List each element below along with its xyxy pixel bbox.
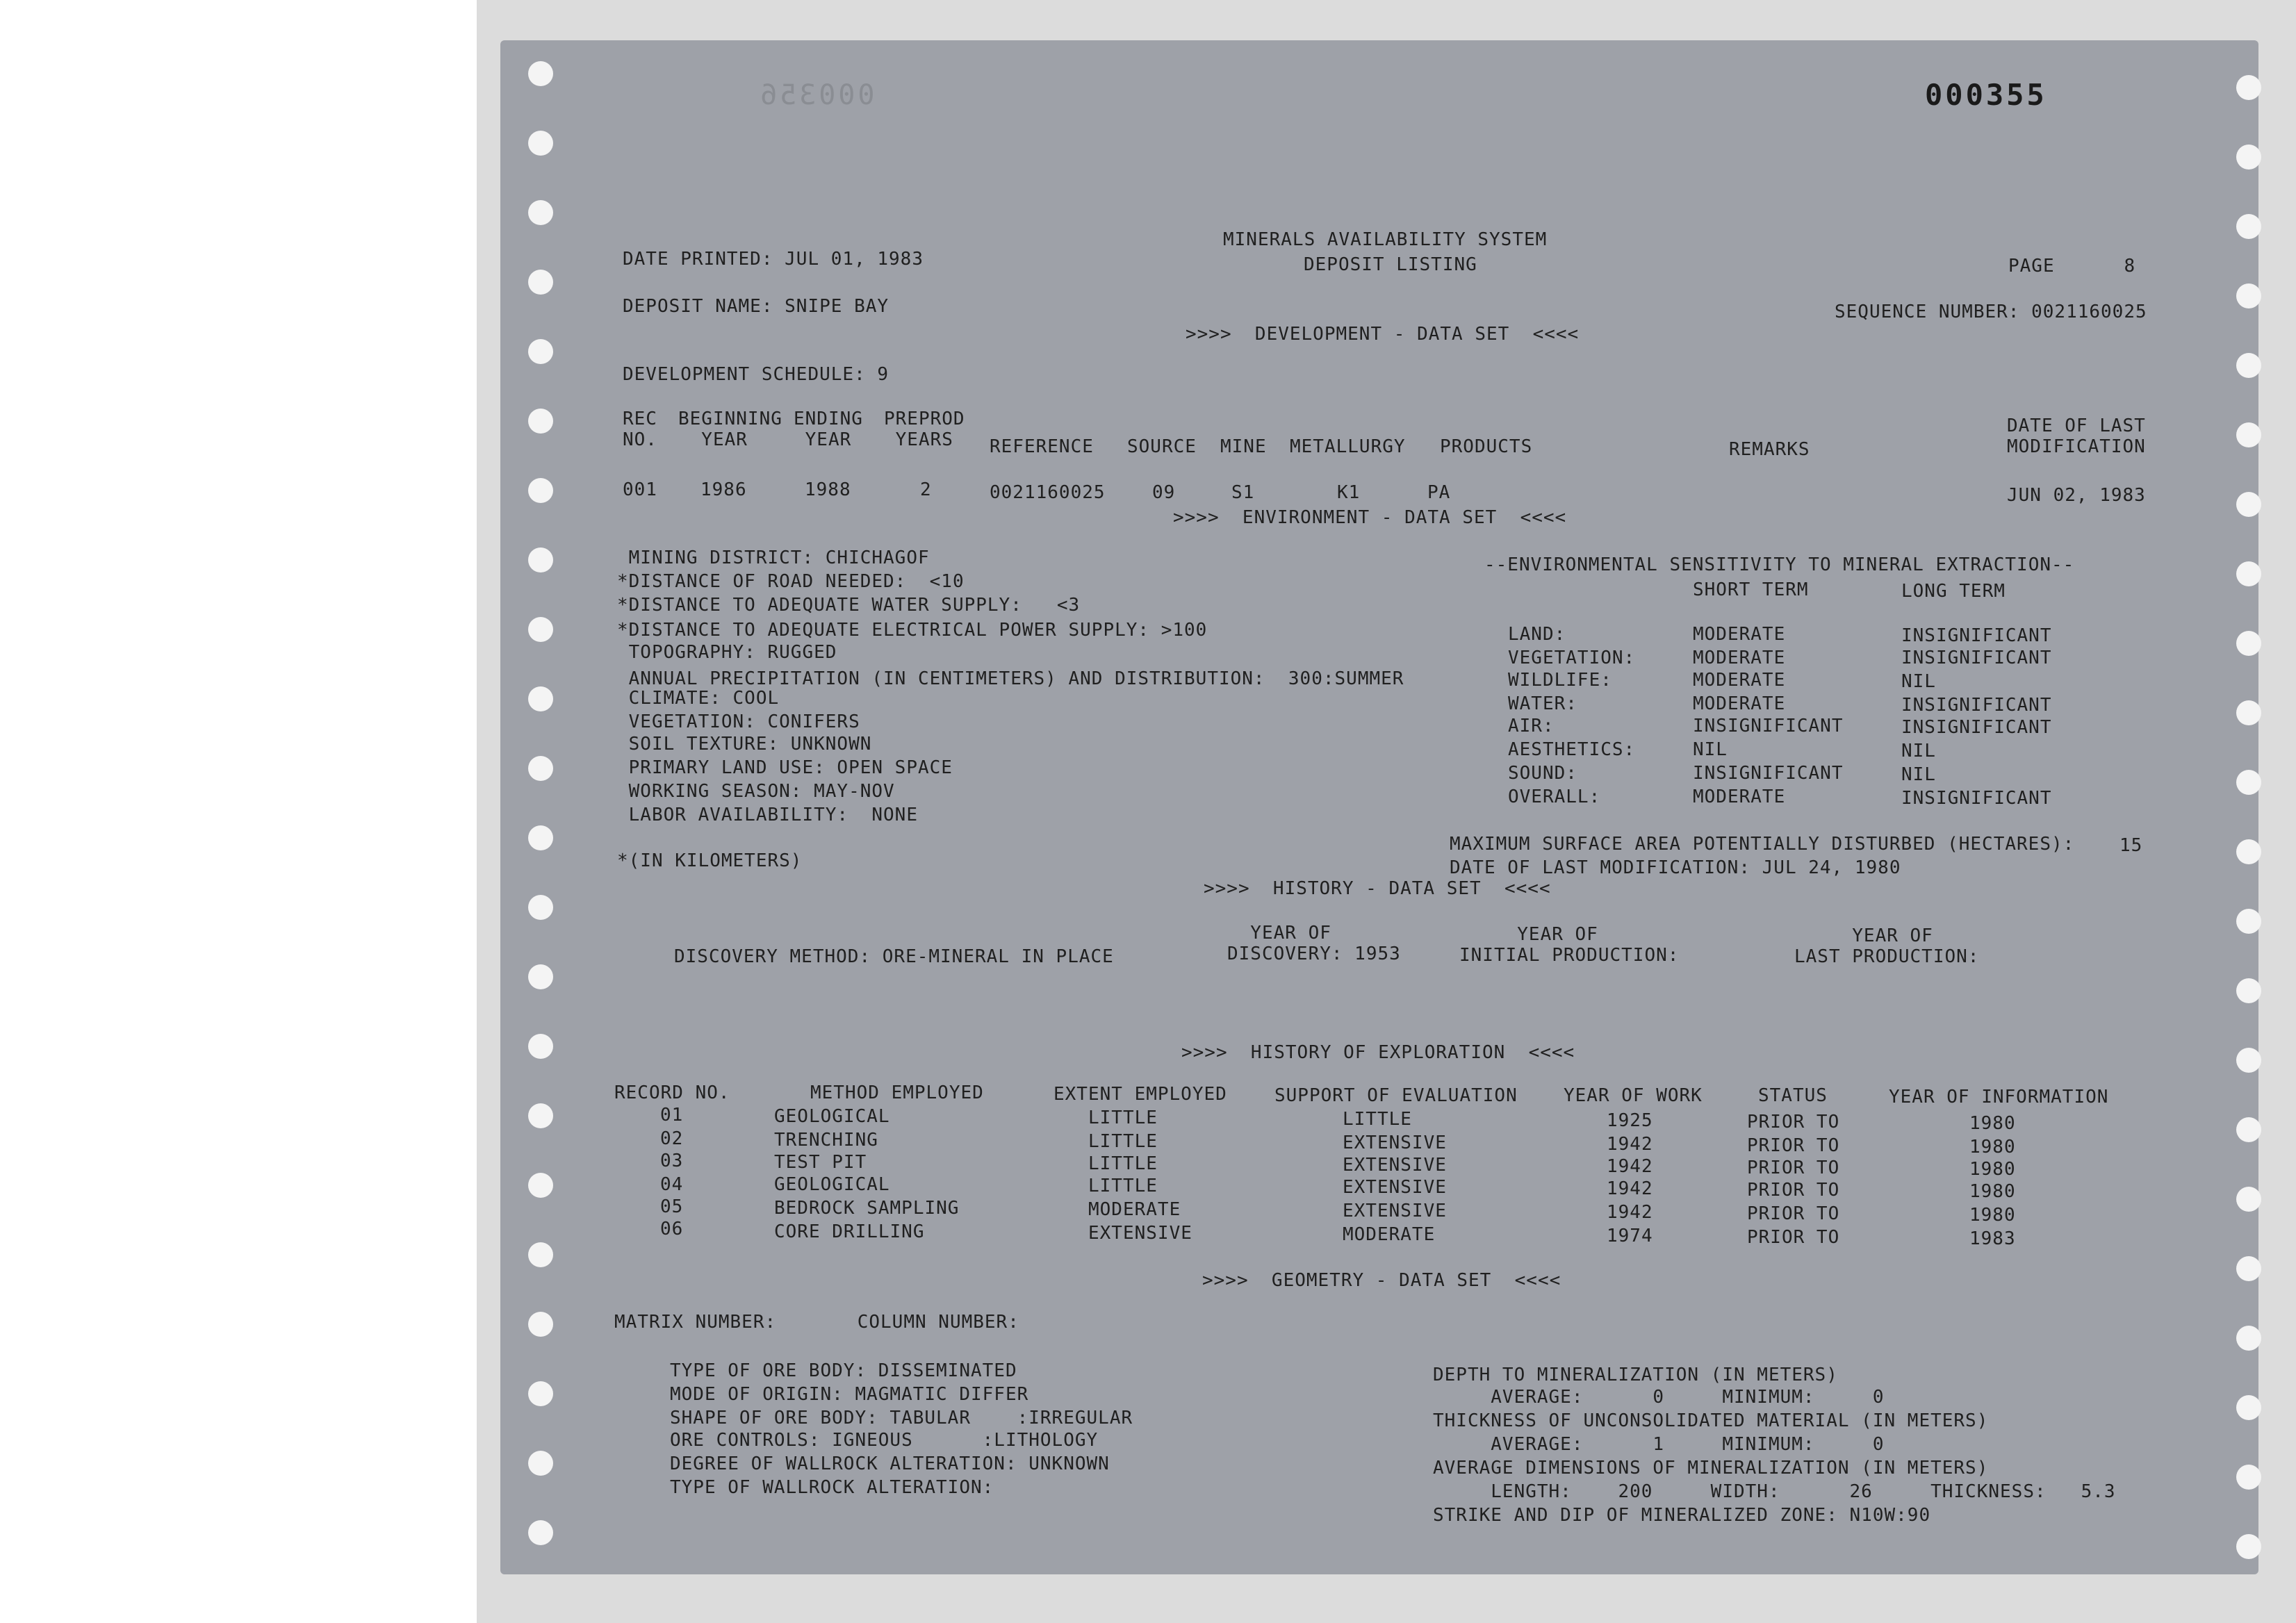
exp-cell: GEOLOGICAL	[774, 1174, 890, 1195]
feed-hole	[2236, 1256, 2261, 1281]
feed-hole	[2236, 561, 2261, 586]
exp-cell: LITTLE	[1088, 1153, 1158, 1174]
cell-reference: 0021160025	[990, 482, 1106, 503]
exp-header-status: STATUS	[1758, 1085, 1828, 1106]
exp-cell: PRIOR TO	[1747, 1112, 1840, 1132]
cell-mine: S1	[1231, 482, 1255, 503]
col-header-metallurgy: METALLURGY	[1290, 436, 1406, 457]
exp-cell: 1980	[1969, 1181, 2016, 1202]
year-last-production: YEAR OF LAST PRODUCTION:	[1794, 925, 1980, 967]
env-line: WORKING SEASON: MAY-NOV	[617, 781, 895, 802]
exp-cell: 1942	[1607, 1202, 1653, 1223]
env-line: *DISTANCE TO ADEQUATE WATER SUPPLY: <3	[617, 595, 1081, 616]
sensitivity-short: NIL	[1693, 739, 1728, 760]
feed-hole	[2236, 1534, 2261, 1559]
exp-cell: PRIOR TO	[1747, 1157, 1840, 1178]
col-header-products: PRODUCTS	[1440, 436, 1533, 457]
sensitivity-title: --ENVIRONMENTAL SENSITIVITY TO MINERAL EXTRACTION--	[1484, 554, 2075, 575]
col-header-rec: REC NO.	[623, 409, 657, 450]
exp-cell: LITTLE	[1343, 1109, 1412, 1130]
col-header-mine: MINE	[1220, 436, 1267, 457]
feed-hole	[528, 1103, 553, 1128]
geometry-line: AVERAGE: 1 MINIMUM: 0	[1433, 1434, 1885, 1455]
geometry-line: AVERAGE: 0 MINIMUM: 0	[1433, 1387, 1885, 1408]
cell-rec: 001	[623, 479, 657, 500]
exp-cell: 1942	[1607, 1134, 1653, 1155]
exp-cell: 01	[660, 1105, 684, 1126]
exp-cell: PRIOR TO	[1747, 1135, 1840, 1156]
exp-cell: CORE DRILLING	[774, 1221, 925, 1242]
exp-cell: MODERATE	[1088, 1199, 1181, 1220]
exp-cell: 03	[660, 1151, 684, 1171]
cell-ending-year: 1988	[805, 479, 851, 500]
exp-cell: PRIOR TO	[1747, 1203, 1840, 1224]
sensitivity-long: INSIGNIFICANT	[1901, 625, 2052, 646]
sensitivity-long: INSIGNIFICANT	[1901, 648, 2052, 668]
sensitivity-label: AIR:	[1508, 716, 1555, 736]
feed-hole	[528, 270, 553, 295]
exp-header-year-work: YEAR OF WORK	[1564, 1085, 1703, 1106]
feed-hole	[528, 617, 553, 642]
sensitivity-label: WATER:	[1508, 693, 1577, 714]
exp-cell: 05	[660, 1196, 684, 1217]
short-term-header: SHORT TERM	[1693, 579, 1809, 600]
feed-hole	[528, 895, 553, 920]
sensitivity-short: MODERATE	[1693, 786, 1786, 807]
sensitivity-short: MODERATE	[1693, 624, 1786, 645]
col-header-beginning: BEGINNING YEAR	[678, 409, 782, 450]
sensitivity-label: AESTHETICS:	[1508, 739, 1636, 760]
env-line: LABOR AVAILABILITY: NONE	[617, 805, 918, 825]
feed-hole	[528, 686, 553, 711]
col-header-ending: ENDING YEAR	[794, 409, 863, 450]
feed-hole	[2236, 700, 2261, 725]
feed-hole	[528, 131, 553, 156]
document-number: 000355	[1925, 78, 2047, 112]
feed-hole	[2236, 1048, 2261, 1073]
history-section-title: >>>> HISTORY - DATA SET <<<<	[1204, 878, 1551, 899]
max-surface-area-value: 15	[2119, 835, 2143, 856]
feed-hole	[528, 1312, 553, 1337]
env-line: VEGETATION: CONIFERS	[617, 711, 860, 732]
cell-products: PA	[1427, 482, 1451, 503]
env-line: ANNUAL PRECIPITATION (IN CENTIMETERS) AND DISTRIBUTION: 300:SUMMER	[617, 668, 1404, 689]
page-number: PAGE 8	[2008, 256, 2136, 277]
feed-hole	[2236, 770, 2261, 795]
exp-header-extent: EXTENT EMPLOYED	[1053, 1084, 1227, 1105]
sensitivity-long: INSIGNIFICANT	[1901, 695, 2052, 716]
cell-preprod-years: 2	[920, 479, 932, 500]
year-initial-production: YEAR OF INITIAL PRODUCTION:	[1459, 924, 1680, 966]
environment-date-modified: DATE OF LAST MODIFICATION: JUL 24, 1980	[1450, 857, 1901, 878]
feed-hole	[2236, 75, 2261, 100]
col-header-source: SOURCE	[1127, 436, 1197, 457]
date-printed: DATE PRINTED: JUL 01, 1983	[623, 249, 924, 270]
year-of-discovery: YEAR OF DISCOVERY: 1953	[1227, 923, 1401, 964]
sensitivity-long: NIL	[1901, 741, 1936, 761]
exploration-section-title: >>>> HISTORY OF EXPLORATION <<<<	[1181, 1042, 1575, 1063]
feed-hole	[2236, 1117, 2261, 1142]
listing-title: DEPOSIT LISTING	[1304, 254, 1477, 275]
feed-hole	[528, 1451, 553, 1476]
max-surface-area: MAXIMUM SURFACE AREA POTENTIALLY DISTURBED (HECTARES):	[1450, 834, 2075, 855]
deposit-name: DEPOSIT NAME: SNIPE BAY	[623, 296, 889, 317]
exp-cell: 1980	[1969, 1113, 2016, 1134]
exp-cell: PRIOR TO	[1747, 1227, 1840, 1248]
sequence-number: SEQUENCE NUMBER: 0021160025	[1835, 302, 2147, 322]
env-line: SOIL TEXTURE: UNKNOWN	[617, 734, 872, 755]
feed-hole	[528, 825, 553, 850]
long-term-header: LONG TERM	[1901, 581, 2006, 602]
cell-metallurgy: K1	[1337, 482, 1361, 503]
feed-hole	[528, 964, 553, 989]
exp-header-record-no: RECORD NO.	[614, 1082, 730, 1103]
discovery-method: DISCOVERY METHOD: ORE-MINERAL IN PLACE	[674, 946, 1114, 967]
sensitivity-label: OVERALL:	[1508, 786, 1601, 807]
feed-hole	[2236, 909, 2261, 934]
geometry-line: LENGTH: 200 WIDTH: 26 THICKNESS: 5.3	[1433, 1481, 2116, 1502]
feed-hole	[2236, 422, 2261, 447]
exp-cell: 1974	[1607, 1226, 1653, 1246]
geometry-line: ORE CONTROLS: IGNEOUS :LITHOLOGY	[670, 1430, 1099, 1451]
geometry-line: AVERAGE DIMENSIONS OF MINERALIZATION (IN METERS)	[1433, 1458, 1989, 1478]
feed-hole	[528, 1173, 553, 1198]
kilometers-footnote: *(IN KILOMETERS)	[617, 850, 803, 871]
feed-hole	[2236, 1326, 2261, 1351]
exp-cell: TEST PIT	[774, 1152, 867, 1173]
env-line: PRIMARY LAND USE: OPEN SPACE	[617, 757, 953, 778]
sensitivity-short: MODERATE	[1693, 693, 1786, 714]
sensitivity-long: NIL	[1901, 671, 1936, 692]
exp-header-year-info: YEAR OF INFORMATION	[1889, 1087, 2109, 1107]
sensitivity-short: MODERATE	[1693, 670, 1786, 691]
exp-cell: 1980	[1969, 1159, 2016, 1180]
feed-hole	[528, 1381, 553, 1406]
exp-cell: 1980	[1969, 1205, 2016, 1226]
env-line: *DISTANCE TO ADEQUATE ELECTRICAL POWER SUPPLY: >100	[617, 620, 1208, 641]
exp-cell: 1942	[1607, 1178, 1653, 1199]
col-header-reference: REFERENCE	[990, 436, 1094, 457]
feed-hole	[2236, 283, 2261, 308]
exp-cell: 1925	[1607, 1110, 1653, 1131]
sensitivity-label: SOUND:	[1508, 763, 1577, 784]
exp-cell: 1942	[1607, 1156, 1653, 1177]
feed-hole	[2236, 353, 2261, 378]
bleed-through-number: 000356	[757, 79, 875, 111]
feed-hole	[528, 1034, 553, 1059]
geometry-line: MODE OF ORIGIN: MAGMATIC DIFFER	[670, 1384, 1029, 1405]
env-line: CLIMATE: COOL	[617, 688, 780, 709]
feed-hole	[528, 756, 553, 781]
sensitivity-long: INSIGNIFICANT	[1901, 788, 2052, 809]
exp-header-support: SUPPORT OF EVALUATION	[1274, 1085, 1518, 1106]
env-line: TOPOGRAPHY: RUGGED	[617, 642, 837, 663]
geometry-line: TYPE OF ORE BODY: DISSEMINATED	[670, 1360, 1017, 1381]
cell-beginning-year: 1986	[700, 479, 747, 500]
feed-hole	[528, 1520, 553, 1545]
exp-cell: 06	[660, 1219, 684, 1239]
exp-cell: GEOLOGICAL	[774, 1106, 890, 1127]
sensitivity-short: INSIGNIFICANT	[1693, 716, 1844, 736]
geometry-line: DEGREE OF WALLROCK ALTERATION: UNKNOWN	[670, 1453, 1110, 1474]
sensitivity-label: LAND:	[1508, 624, 1566, 645]
system-title: MINERALS AVAILABILITY SYSTEM	[1223, 229, 1548, 250]
development-schedule: DEVELOPMENT SCHEDULE: 9	[623, 364, 889, 385]
geometry-line: TYPE OF WALLROCK ALTERATION:	[670, 1477, 994, 1498]
development-section-title: >>>> DEVELOPMENT - DATA SET <<<<	[1186, 324, 1580, 345]
feed-hole	[528, 1242, 553, 1267]
feed-hole	[528, 339, 553, 364]
cell-date-modification: JUN 02, 1983	[2007, 485, 2146, 506]
exp-cell: 1980	[1969, 1137, 2016, 1157]
geometry-line: THICKNESS OF UNCONSOLIDATED MATERIAL (IN METERS)	[1433, 1410, 1989, 1431]
environment-section-title: >>>> ENVIRONMENT - DATA SET <<<<	[1173, 507, 1567, 528]
sensitivity-short: INSIGNIFICANT	[1693, 763, 1844, 784]
feed-hole	[2236, 839, 2261, 864]
feed-hole	[2236, 1465, 2261, 1490]
exp-cell: 04	[660, 1174, 684, 1195]
cell-source: 09	[1152, 482, 1176, 503]
feed-hole	[2236, 145, 2261, 170]
sensitivity-label: VEGETATION:	[1508, 648, 1636, 668]
exp-cell: LITTLE	[1088, 1107, 1158, 1128]
feed-hole	[2236, 1395, 2261, 1420]
exp-cell: EXTENSIVE	[1343, 1155, 1447, 1176]
exp-cell: 02	[660, 1128, 684, 1149]
exp-cell: EXTENSIVE	[1343, 1177, 1447, 1198]
sensitivity-short: MODERATE	[1693, 648, 1786, 668]
matrix-column-number: MATRIX NUMBER: COLUMN NUMBER:	[614, 1312, 1019, 1333]
exp-cell: EXTENSIVE	[1088, 1223, 1192, 1244]
exp-cell: LITTLE	[1088, 1176, 1158, 1196]
exp-cell: MODERATE	[1343, 1224, 1436, 1245]
exp-cell: PRIOR TO	[1747, 1180, 1840, 1201]
feed-hole	[2236, 492, 2261, 517]
sensitivity-long: INSIGNIFICANT	[1901, 717, 2052, 738]
geometry-section-title: >>>> GEOMETRY - DATA SET <<<<	[1202, 1270, 1561, 1291]
feed-hole	[528, 200, 553, 225]
feed-hole	[528, 61, 553, 86]
geometry-line: SHAPE OF ORE BODY: TABULAR :IRREGULAR	[670, 1408, 1133, 1428]
feed-hole	[2236, 214, 2261, 239]
env-line: MINING DISTRICT: CHICHAGOF	[617, 547, 930, 568]
exp-header-method: METHOD EMPLOYED	[810, 1082, 984, 1103]
geometry-line: STRIKE AND DIP OF MINERALIZED ZONE: N10W:90	[1433, 1505, 1931, 1526]
sensitivity-label: WILDLIFE:	[1508, 670, 1612, 691]
exp-cell: 1983	[1969, 1228, 2016, 1249]
sensitivity-long: NIL	[1901, 764, 1936, 785]
geometry-line: DEPTH TO MINERALIZATION (IN METERS)	[1433, 1365, 1838, 1385]
col-header-preprod: PREPROD YEARS	[884, 409, 965, 450]
env-line: *DISTANCE OF ROAD NEEDED: <10	[617, 571, 965, 592]
feed-hole	[2236, 1187, 2261, 1212]
exp-cell: BEDROCK SAMPLING	[774, 1198, 960, 1219]
exp-cell: TRENCHING	[774, 1130, 878, 1151]
exp-cell: EXTENSIVE	[1343, 1132, 1447, 1153]
col-header-date-modification: DATE OF LAST MODIFICATION	[2007, 415, 2146, 457]
feed-hole	[528, 547, 553, 572]
exp-cell: EXTENSIVE	[1343, 1201, 1447, 1221]
feed-hole	[528, 478, 553, 503]
feed-hole	[2236, 978, 2261, 1003]
feed-hole	[2236, 631, 2261, 656]
col-header-remarks: REMARKS	[1729, 439, 1810, 460]
feed-hole	[528, 409, 553, 434]
exp-cell: LITTLE	[1088, 1131, 1158, 1152]
